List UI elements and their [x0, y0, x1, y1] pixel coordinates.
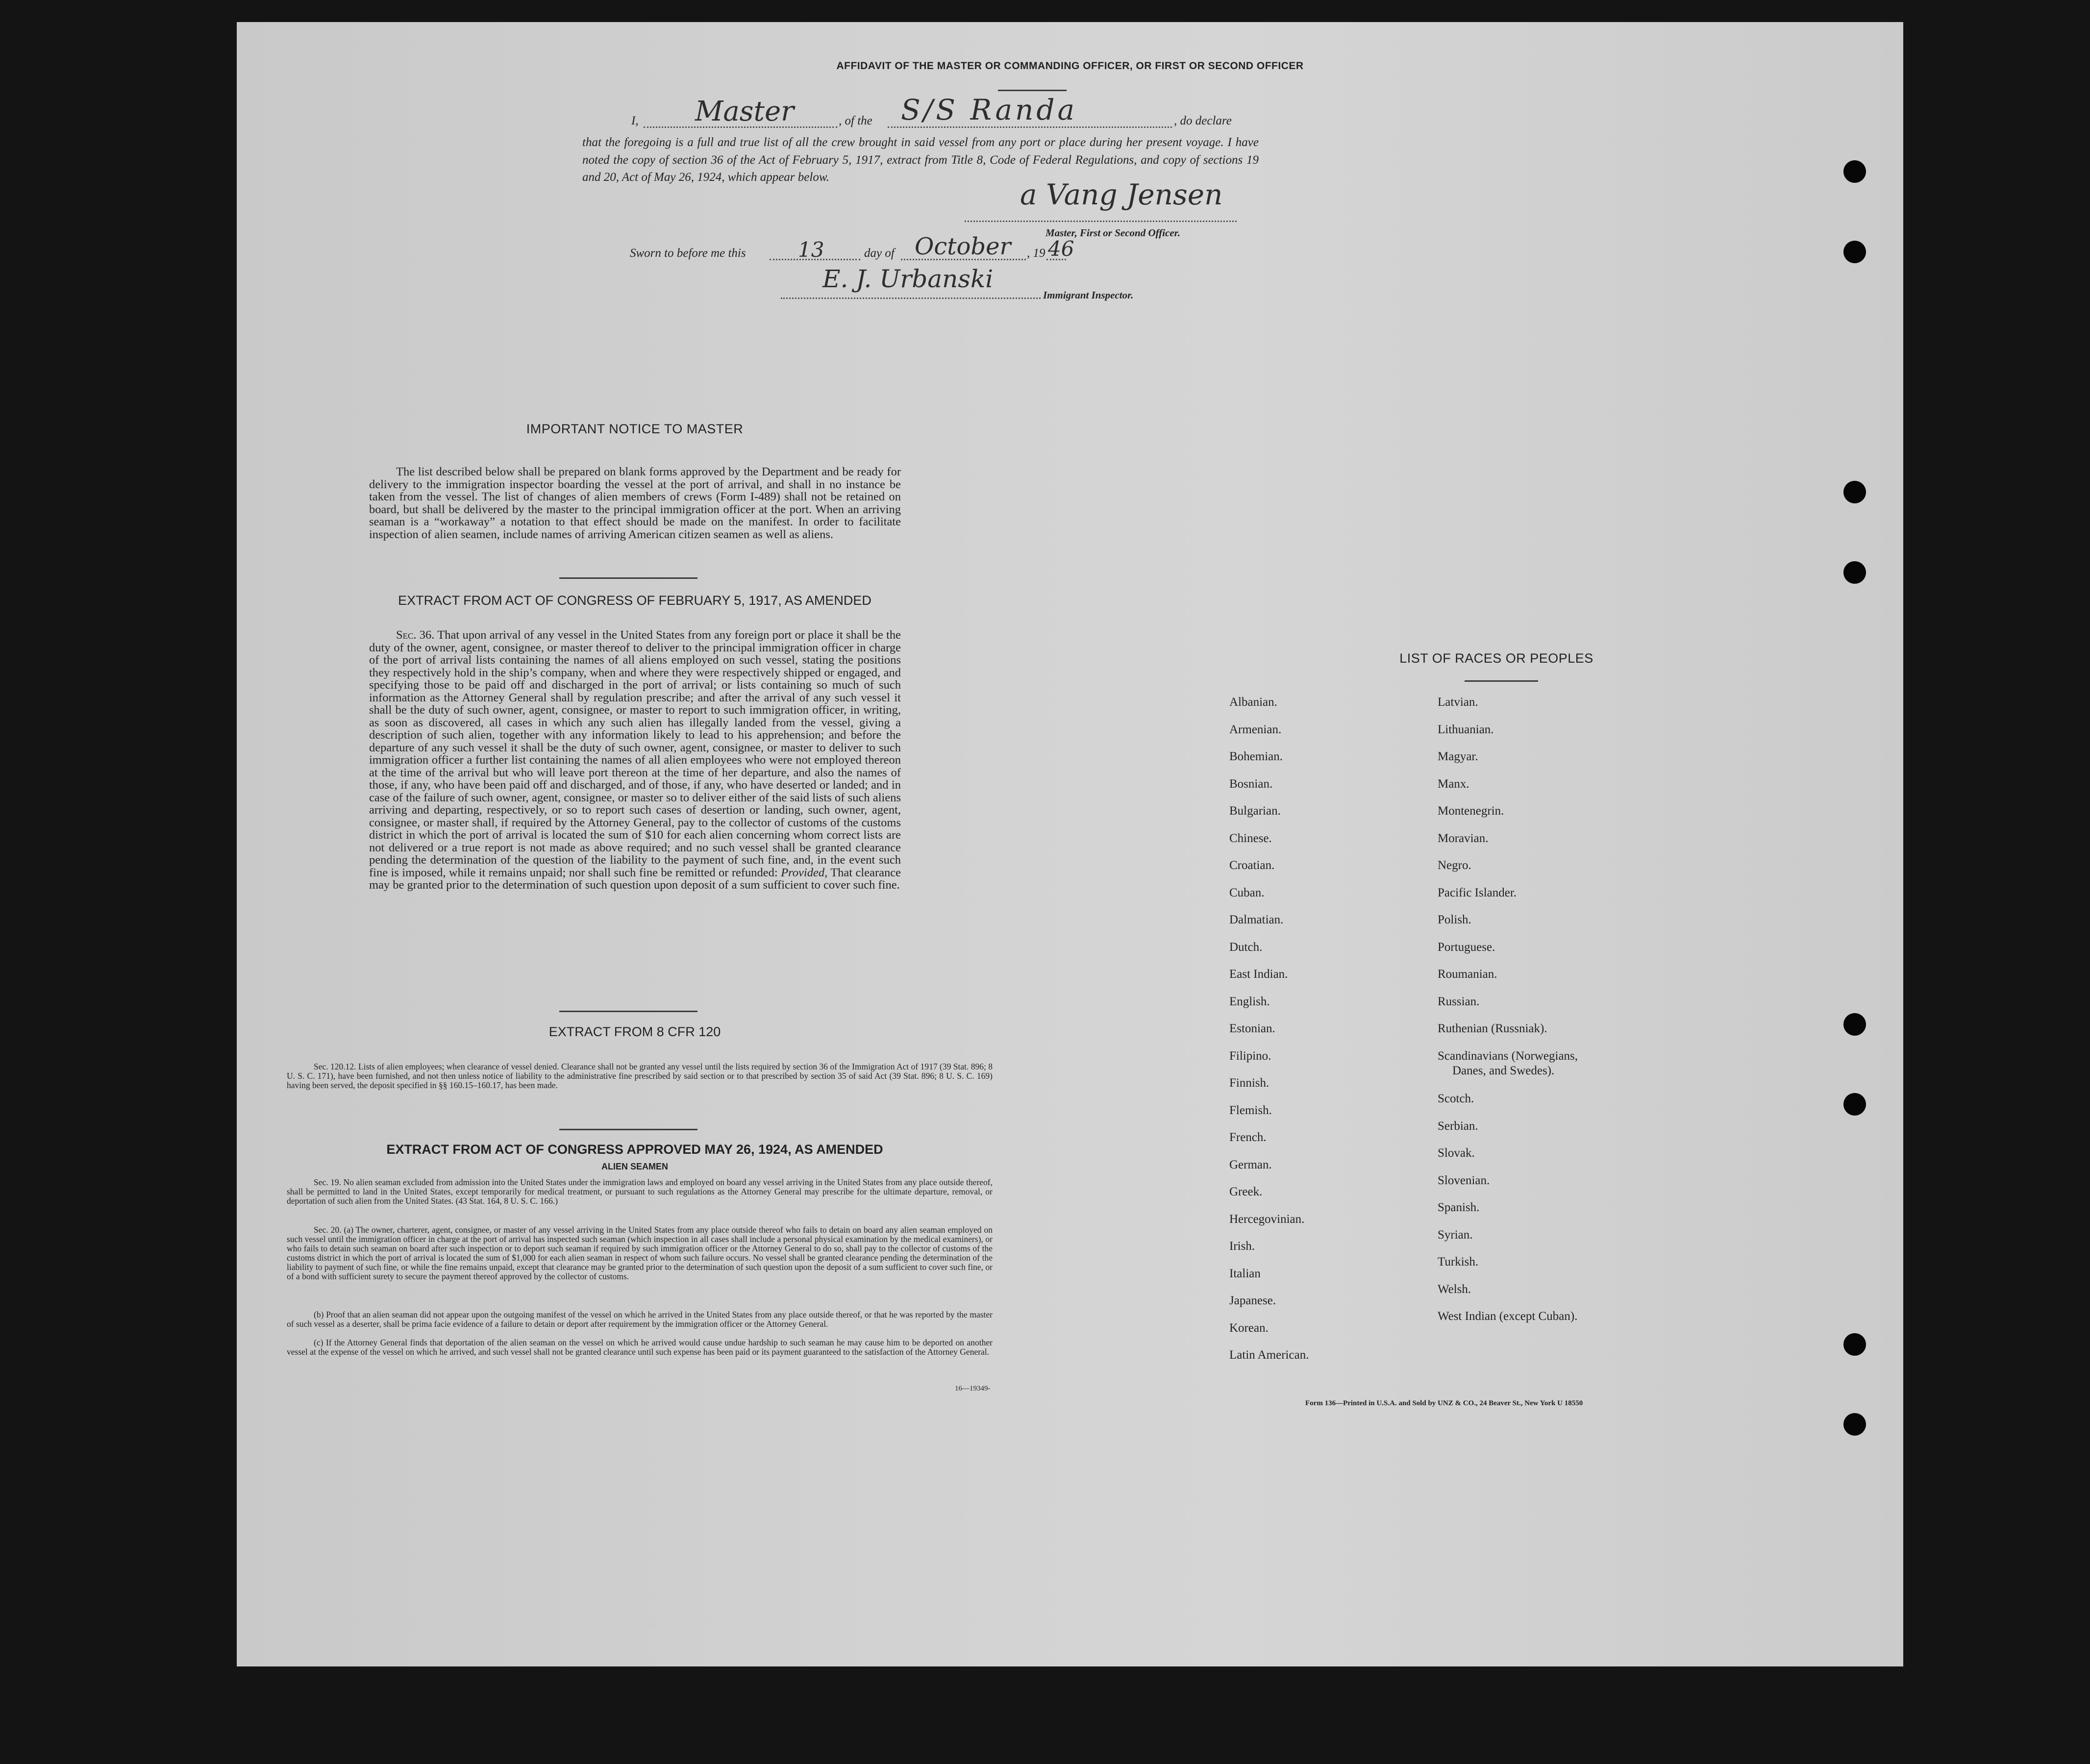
- race-item: Latvian.: [1438, 696, 1478, 709]
- race-item: Polish.: [1438, 913, 1471, 926]
- race-item: English.: [1229, 994, 1270, 1008]
- race-item: Serbian.: [1438, 1119, 1478, 1133]
- race-item: Finnish.: [1229, 1076, 1269, 1090]
- punch-hole: [1843, 561, 1866, 584]
- extract-1924-subtitle: ALIEN SEAMEN: [601, 1162, 668, 1171]
- print-code: 16—19349-: [955, 1385, 991, 1392]
- race-item: Dutch.: [1229, 940, 1263, 954]
- extract-1924-sec19: Sec. 19. No alien seaman excluded from admission into the United States under the immigration laws and employed on board any vessel arriving in the United States from any place outside thereof, shall be permitted to land in the United States, except temporarily for medical treatment, or pursuant to such regulations as the Attorney General may prescribe for the ultimate departure, removal, or deportation of such alien from the United States. (43 Stat. 164, 8 U. S. C. 166.): [287, 1177, 993, 1206]
- punch-hole: [1843, 1413, 1866, 1436]
- race-item: Montenegrin.: [1438, 804, 1504, 818]
- race-item: Chinese.: [1229, 831, 1272, 845]
- race-item: Dalmatian.: [1229, 913, 1284, 926]
- race-item: Irish.: [1229, 1240, 1255, 1253]
- race-item: Ruthenian (Russniak).: [1438, 1022, 1547, 1035]
- handwritten-month: October: [915, 233, 1011, 260]
- race-item: Russian.: [1438, 994, 1480, 1008]
- extract-1924-sec20a: Sec. 20. (a) The owner, charterer, agent, consignee, or master of any vessel arriving in the United States from any place outside thereof who fails to detain on board any alien seaman employed on such vessel until the immigration officer in charge at the port of arrival has inspected such seaman (which inspection in all cases shall include a personal physical examination by the medical examiners), or who fails to detain such seaman on board after such inspection or to deport such seaman if required by such immigration officer or the Attorney General to do so, shall pay to the collector of customs of the customs district in which the port of arrival is located the sum of $1,000 for each alien seaman in respect of whom such failure occurs. No vessel shall be granted clearance pending the determination of the liability to payment of such fine, or while the fine remains unpaid, except that clearance may be granted prior to the determination of such question upon the deposit of a sum sufficient to cover such fine, or of a bond with sufficient surety to secure the payment thereof approved by the collector of customs.: [287, 1225, 993, 1281]
- extract-1917-provided: Provided,: [781, 866, 828, 879]
- race-item: Greek.: [1229, 1185, 1263, 1198]
- race-item: Danes, and Swedes).: [1452, 1064, 1555, 1077]
- handwritten-year: 46: [1048, 237, 1074, 261]
- extract-1917-body: [369, 629, 901, 892]
- punch-hole: [1843, 160, 1866, 183]
- race-item: Hercegovinian.: [1229, 1212, 1305, 1226]
- race-item: Croatian.: [1229, 859, 1275, 872]
- extract-1917-title: EXTRACT FROM ACT OF CONGRESS OF FEBRUARY 5, 1917, AS AMENDED: [398, 593, 871, 608]
- extract-1917-text: That upon arrival of any vessel in the United States from any foreign port or place it shall be the duty of the owner, agent, consignee, or master thereof to deliver to the principal immigration officer in charge of the port of arrival lists containing the names of all aliens employed on such vessel, stating the positions they respectively hold in the ship’s company, when and where they were respectively shipped or engaged, and specifying those to be paid off and discharged in the port of arrival; or lists containing so much of such information as the Attorney General shall by regulation prescribe; and after the arrival of any such vessel it shall be the duty of such owner, agent, consignee, or master to report to such immigration officer, in writing, as soon as discovered, all cases in which any such alien has illegally landed from the vessel, giving a description of such alien, together with any information likely to lead to his apprehension; and before the departure of any such vessel it shall be the duty of such owner, agent, consignee, or master to deliver to such immigration officer a further list containing the names of all alien employees who were not employed thereon at the time of the arrival but who will leave port thereon at the time of her departure, and also the names of those, if any, who have been paid off and discharged, and of those, if any, who have deserted or landed; and in case of the failure of such owner, agent, consignee, or master so to deliver either of the said lists of such aliens arriving and departing, respectively, or so to report such cases of desertion or landing, such owner, agent, consignee, or master shall, if required by the Attorney General, pay to the collector of customs of the customs district in which the port of arrival is located the sum of $10 for each alien concerning whom correct lists are not delivered or a true report is not made as above required; and no such vessel shall be granted clearance pending the determination of the question of the liability to the payment of such fine, and, in the event such fine is imposed, while it remains unpaid; nor shall such fine be remitted or refunded:: [369, 628, 901, 879]
- extract-cfr-title: EXTRACT FROM 8 CFR 120: [548, 1024, 721, 1039]
- extract-1924-title: EXTRACT FROM ACT OF CONGRESS APPROVED MAY 26, 1924, AS AMENDED: [386, 1142, 883, 1157]
- race-item: Flemish.: [1229, 1103, 1272, 1117]
- race-item: German.: [1229, 1158, 1272, 1171]
- race-item: East Indian.: [1229, 968, 1288, 981]
- affidavit-do-declare: , do declare: [1174, 114, 1232, 127]
- race-item: Welsh.: [1438, 1282, 1471, 1296]
- punch-hole: [1843, 1333, 1866, 1356]
- race-item: Scotch.: [1438, 1092, 1474, 1105]
- title-rule: [998, 90, 1067, 91]
- race-item: Spanish.: [1438, 1201, 1480, 1214]
- races-right-column: [1438, 695, 1732, 1391]
- race-item: Bosnian.: [1229, 777, 1273, 791]
- extract-1917-rule: [559, 1011, 697, 1012]
- handwritten-vessel: S/S Randa: [901, 93, 1078, 126]
- extract-1917-sec-label: Sec. 36.: [396, 628, 435, 642]
- race-item: Scandinavians (Norwegians,: [1438, 1049, 1578, 1063]
- race-item: Bulgarian.: [1229, 804, 1281, 818]
- race-item: Slovak.: [1438, 1146, 1475, 1160]
- sworn-year-prefix: , 19: [1027, 247, 1045, 260]
- race-item: Manx.: [1438, 777, 1469, 791]
- extract-1917-text-end: That clearance may be granted prior to the determination of such question upon deposit of a sum sufficient to cover such fine.: [369, 866, 901, 892]
- extract-1924-sec20c: (c) If the Attorney General finds that deportation of the alien seaman on the vessel on which he arrived would cause undue hardship to such seaman he may cause him to be deported on another vessel at the expense of the vessel on which he arrived, and such vessel shall not be granted clearance until such expense has been paid or its payment guaranteed to the satisfaction of the Attorney General.: [287, 1338, 993, 1357]
- vessel-field-line: [888, 126, 1172, 128]
- document-page: [237, 22, 1903, 1666]
- notice-rule: [559, 577, 697, 579]
- affidavit-prefix: I,: [631, 114, 639, 127]
- punch-hole: [1843, 1013, 1866, 1036]
- races-left-column: [1229, 695, 1425, 1391]
- affidavit-title: AFFIDAVIT OF THE MASTER OR COMMANDING OFFICER, OR FIRST OR SECOND OFFICER: [836, 60, 1304, 72]
- races-title: LIST OF RACES OR PEOPLES: [1399, 651, 1593, 666]
- race-item: French.: [1229, 1131, 1267, 1144]
- race-item: Roumanian.: [1438, 968, 1497, 981]
- race-item: Italian: [1229, 1267, 1261, 1280]
- notice-title: IMPORTANT NOTICE TO MASTER: [526, 422, 744, 436]
- inspector-line: [781, 298, 1041, 299]
- race-item: Negro.: [1438, 859, 1471, 872]
- race-item: Lithuanian.: [1438, 722, 1494, 736]
- race-item: Armenian.: [1229, 722, 1282, 736]
- race-item: West Indian (except Cuban).: [1438, 1310, 1578, 1323]
- inspector-caption: Immigrant Inspector.: [1043, 289, 1134, 301]
- race-item: Moravian.: [1438, 831, 1489, 845]
- race-item: Slovenian.: [1438, 1173, 1490, 1187]
- extract-cfr-rule: [559, 1129, 697, 1130]
- races-rule: [1465, 680, 1538, 682]
- punch-hole: [1843, 241, 1866, 263]
- race-item: Japanese.: [1229, 1294, 1276, 1307]
- form-note: Form 136—Printed in U.S.A. and Sold by UNZ & CO., 24 Beaver St., New York U 18550: [1305, 1399, 1583, 1407]
- race-item: Pacific Islander.: [1438, 886, 1517, 899]
- race-item: Latin American.: [1229, 1348, 1309, 1362]
- signature-caption: Master, First or Second Officer.: [1045, 227, 1180, 239]
- sworn-prefix: Sworn to before me this: [630, 247, 746, 260]
- handwritten-capacity: Master: [695, 96, 794, 127]
- extract-1924-sec20b: (b) Proof that an alien seaman did not appear upon the outgoing manifest of the vessel on which he arrived in the United States from any place outside thereof, or that he was reported by the master of such vessel as a deserter, shall be prima facie evidence of a failure to detain or deport after requirement by the immigration officer or the Attorney General.: [287, 1310, 993, 1329]
- signature-line: [965, 221, 1237, 222]
- race-item: Bohemian.: [1229, 750, 1283, 763]
- race-item: Cuban.: [1229, 886, 1265, 899]
- handwritten-day: 13: [798, 238, 824, 262]
- race-item: Turkish.: [1438, 1255, 1479, 1268]
- sworn-day-label: day of: [864, 247, 895, 260]
- race-item: Syrian.: [1438, 1228, 1473, 1242]
- handwritten-inspector: E. J. Urbanski: [822, 265, 994, 293]
- race-item: Albanian.: [1229, 696, 1277, 709]
- handwritten-signature: a Vang Jensen: [1020, 178, 1223, 211]
- affidavit-body: that the foregoing is a full and true list of all the crew brought in said vessel from any port or place during her present voyage. I have noted the copy of section 36 of the Act of February 5, 1917, extract from Title 8, Code of Federal Regulations, and copy of sections 19 and 20, Act of May 26, 1924, which appear below.: [582, 136, 1259, 184]
- race-item: Estonian.: [1229, 1022, 1275, 1035]
- punch-hole: [1843, 481, 1866, 503]
- punch-hole: [1843, 1093, 1866, 1116]
- extract-cfr-body: Sec. 120.12. Lists of alien employees; when clearance of vessel denied. Clearance shall not be granted any vessel until the lists required by section 36 of the Immigration Act of 1917 (39 Stat. 896; 8 U. S. C. 171), have been furnished, and not then unless notice of liability to the administrative fine prescribed by said section or to that prescribed by section 35 of said Act (39 Stat. 896; 8 U. S. C. 169) having been served, the deposit specified in §§ 160.15–160.17, has been made.: [287, 1062, 993, 1090]
- race-item: Filipino.: [1229, 1049, 1271, 1063]
- notice-body: The list described below shall be prepared on blank forms approved by the Department and be ready for delivery to the immigration inspector boarding the vessel at the port of arrival, and shall in no instance be taken from the vessel. The list of changes of alien members of crews (Form I-489) shall not be retained on board, but shall be delivered by the master to the principal immigration officer at the port. When an arriving seaman is a “workaway” a notation to that effect should be made on the manifest. In order to facilitate inspection of alien seamen, include names of arriving American citizen seamen as well as aliens.: [369, 465, 901, 541]
- race-item: Korean.: [1229, 1321, 1269, 1335]
- race-item: Portuguese.: [1438, 940, 1495, 954]
- race-item: Magyar.: [1438, 750, 1478, 763]
- affidavit-of-the: , of the: [839, 114, 872, 127]
